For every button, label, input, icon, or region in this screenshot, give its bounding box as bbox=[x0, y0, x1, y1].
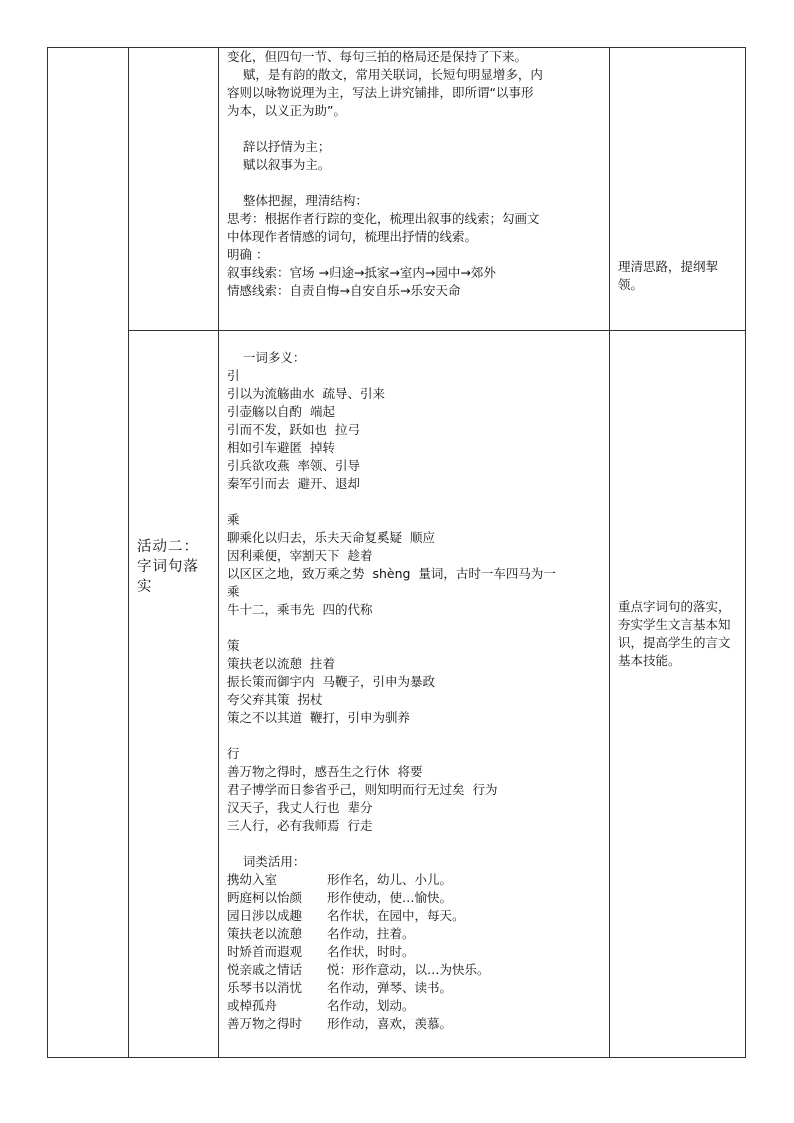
text-line: 引而不发，跃如也 拉弓 bbox=[227, 422, 360, 437]
text-line: 聊乘化以归去，乐夫天命复奚疑 顺应 bbox=[227, 530, 435, 545]
text-line: 赋，是有韵的散文，常用关联词，长短句明显增多，内 bbox=[227, 67, 543, 82]
wordclass-sentence: 乐琴书以消忧 bbox=[227, 980, 303, 995]
wordclass-sentence: 策扶老以流憩 bbox=[227, 926, 303, 941]
text-line bbox=[227, 619, 603, 637]
text-line: 汉天子，我丈人行也 辈分 bbox=[227, 800, 373, 815]
text-line: 思考：根据作者行踪的变化，梳理出叙事的线索；勾画文 bbox=[227, 211, 540, 226]
wordclass-sentence: 善万物之得时 bbox=[227, 1016, 303, 1031]
polysemy-list bbox=[227, 367, 603, 835]
text-line: 叙事线索：官场 →归途→抵家→室内→园中→郊外 bbox=[227, 265, 496, 280]
text-line bbox=[227, 120, 603, 138]
text-line: 因利乘便，宰割天下 趁着 bbox=[227, 548, 373, 563]
text-line: 振长策而御宇内 马鞭子，引申为暴政 bbox=[227, 674, 435, 689]
content-cell bbox=[219, 48, 610, 331]
text-line: 情感线索：自责自悔→自安自乐→乐安天命 bbox=[227, 283, 461, 298]
wordclass-explanation: 形作名，幼儿、小儿。 bbox=[327, 872, 453, 887]
text-line: 策之不以其道 鞭打，引申为驯养 bbox=[227, 710, 410, 725]
text-line: 乘 bbox=[227, 512, 240, 527]
text-line: 乘 bbox=[227, 584, 240, 599]
content-text bbox=[219, 48, 609, 300]
note-cell bbox=[610, 331, 746, 1058]
text-line: 辞以抒情为主； bbox=[227, 139, 331, 154]
content-text bbox=[219, 331, 609, 1033]
text-line: 以区区之地，致万乘之势 shèng 量词，古时一车四马为一 bbox=[227, 566, 556, 581]
wordclass-list bbox=[227, 871, 603, 1033]
spacer bbox=[227, 835, 603, 853]
activity-cell bbox=[129, 48, 219, 331]
text-line: 中体现作者情感的词句，梳理出抒情的线索。 bbox=[227, 229, 478, 244]
polysemy-heading: 一词多义： bbox=[227, 350, 306, 365]
wordclass-item bbox=[227, 889, 603, 907]
wordclass-item bbox=[227, 979, 603, 997]
wordclass-sentence: 或棹孤舟 bbox=[227, 998, 278, 1013]
table-row bbox=[48, 48, 746, 331]
wordclass-explanation: 名作状，时时。 bbox=[327, 944, 415, 959]
lesson-plan-table bbox=[47, 47, 746, 1058]
activity-title: 活动二：字词句落实 bbox=[137, 539, 199, 595]
wordclass-sentence: 园日涉以成趣 bbox=[227, 908, 303, 923]
text-line: 引兵欲攻燕 率领、引导 bbox=[227, 458, 360, 473]
text-line: 整体把握，理清结构： bbox=[227, 193, 368, 208]
text-line: 夸父弃其策 拐杖 bbox=[227, 692, 323, 707]
wordclass-item bbox=[227, 907, 603, 925]
text-line bbox=[227, 174, 603, 192]
wordclass-explanation: 名作动，弹琴、读书。 bbox=[327, 980, 453, 995]
text-line: 明确 ： bbox=[227, 247, 269, 262]
table-row bbox=[48, 331, 746, 1058]
design-note: 理清思路，提纲挈领。 bbox=[618, 259, 719, 292]
text-line: 秦军引而去 避开、退却 bbox=[227, 476, 360, 491]
wordclass-item bbox=[227, 943, 603, 961]
wordclass-sentence: 时矫首而遐观 bbox=[227, 944, 303, 959]
note-cell bbox=[610, 48, 746, 331]
text-line: 三人行，必有我师焉 行走 bbox=[227, 818, 373, 833]
wordclass-explanation: 名作状，在园中，每天。 bbox=[327, 908, 465, 923]
wordclass-item bbox=[227, 997, 603, 1015]
text-line: 策 bbox=[227, 638, 240, 653]
text-line: 为本，以义正为助”。 bbox=[227, 103, 346, 118]
design-note: 重点字词句的落实，夯实学生文言基本知识，提高学生的言文基本技能。 bbox=[618, 599, 731, 668]
text-line: 赋以叙事为主。 bbox=[227, 157, 331, 172]
text-line: 君子博学而日参省乎己，则知明而行无过矣 行为 bbox=[227, 782, 498, 797]
wordclass-item bbox=[227, 1015, 603, 1033]
wordclass-explanation: 名作动，划动。 bbox=[327, 998, 415, 1013]
text-line bbox=[227, 727, 603, 745]
wordclass-item bbox=[227, 961, 603, 979]
stage-cell bbox=[48, 48, 129, 1058]
wordclass-item bbox=[227, 925, 603, 943]
text-line: 引以为流觞曲水 疏导、引来 bbox=[227, 386, 385, 401]
content-cell bbox=[219, 331, 610, 1058]
text-line: 变化，但四句一节、每句三拍的格局还是保持了下来。 bbox=[227, 49, 528, 64]
text-line bbox=[227, 493, 603, 511]
wordclass-heading: 词类活用： bbox=[227, 854, 306, 869]
wordclass-explanation: 形作使动，使…愉快。 bbox=[327, 890, 453, 905]
wordclass-explanation: 名作动，拄着。 bbox=[327, 926, 415, 941]
text-line: 容则以咏物说理为主，写法上讲究铺排，即所谓“以事形 bbox=[227, 85, 534, 100]
wordclass-explanation: 形作动，喜欢，羡慕。 bbox=[327, 1016, 453, 1031]
activity-cell bbox=[129, 331, 219, 1058]
text-line: 善万物之得时，感吾生之行休 将要 bbox=[227, 764, 423, 779]
text-line: 相如引车避匿 掉转 bbox=[227, 440, 335, 455]
text-line: 引壶觞以自酌 端起 bbox=[227, 404, 335, 419]
wordclass-sentence: 悦亲戚之情话 bbox=[227, 962, 303, 977]
wordclass-sentence: 眄庭柯以怡颜 bbox=[227, 890, 303, 905]
text-line: 行 bbox=[227, 746, 240, 761]
text-line: 引 bbox=[227, 368, 240, 383]
wordclass-explanation: 悦：形作意动，以…为快乐。 bbox=[327, 962, 490, 977]
wordclass-item bbox=[227, 871, 603, 889]
text-line: 策扶老以流憩 拄着 bbox=[227, 656, 335, 671]
wordclass-sentence: 携幼入室 bbox=[227, 872, 278, 887]
text-line: 牛十二，乘韦先 四的代称 bbox=[227, 602, 373, 617]
